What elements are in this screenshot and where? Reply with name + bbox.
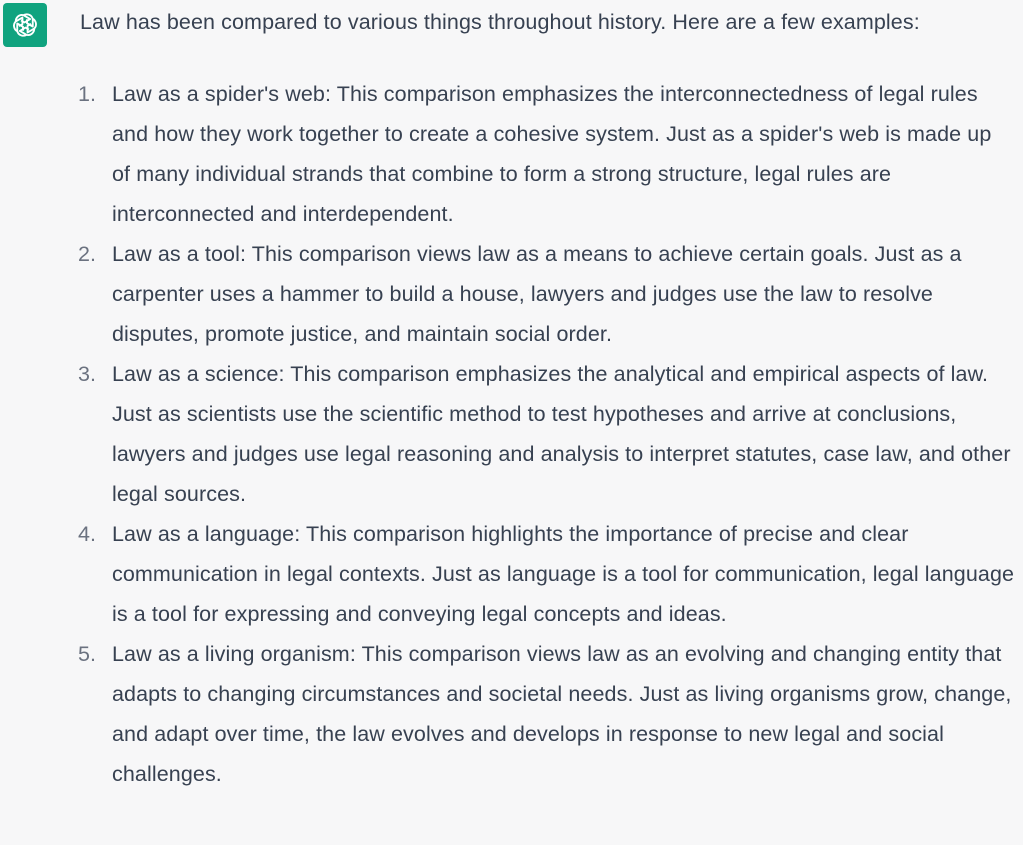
list-item: [80, 514, 1015, 634]
comparison-list: [80, 74, 1015, 794]
list-item-text: Law as a tool: This comparison views law as a means to achieve certain goals. Just as a carpenter uses a hammer to build a house, lawyers and judges use the law to resolve disputes, promote justice, and maintain social order.: [112, 242, 962, 346]
list-item: [80, 234, 1015, 354]
list-item: [80, 354, 1015, 514]
list-item-number: 3.: [78, 362, 97, 386]
list-item-text: Law as a living organism: This comparison views law as an evolving and changing entity that adapts to changing circumstances and societal needs. Just as living organisms grow, change, and adapt over time, the law evolves and develops in response to new legal and social challenges.: [112, 642, 1012, 786]
list-item: [80, 634, 1015, 794]
list-item-text: Law as a spider's web: This comparison emphasizes the interconnectedness of legal rules and how they work together to create a cohesive system. Just as a spider's web is made up of many individual strands that combine to form a strong structure, legal rules are interconnected and interdependent.: [112, 82, 992, 226]
list-item-number: 1.: [78, 82, 97, 106]
list-item-number: 5.: [78, 642, 97, 666]
list-item-text: Law as a language: This comparison highlights the importance of precise and clear communication in legal contexts. Just as language is a tool for communication, legal language is a tool for expressing and conveying legal concepts and ideas.: [112, 522, 1015, 626]
list-item-number: 4.: [78, 522, 97, 546]
assistant-avatar: [3, 3, 47, 47]
list-item: [80, 74, 1015, 234]
list-item-number: 2.: [78, 242, 97, 266]
openai-logo-icon: [10, 10, 40, 40]
message-intro: Law has been compared to various things throughout history. Here are a few examples:: [80, 10, 920, 34]
list-item-text: Law as a science: This comparison emphasizes the analytical and empirical aspects of law. Just as scientists use the scientific method to test hypotheses and arrive at conclusions, lawyers and judges use legal reasoning and analysis to interpret statutes, case law, and other legal sources.: [112, 362, 1011, 506]
assistant-message: [80, 2, 1015, 794]
